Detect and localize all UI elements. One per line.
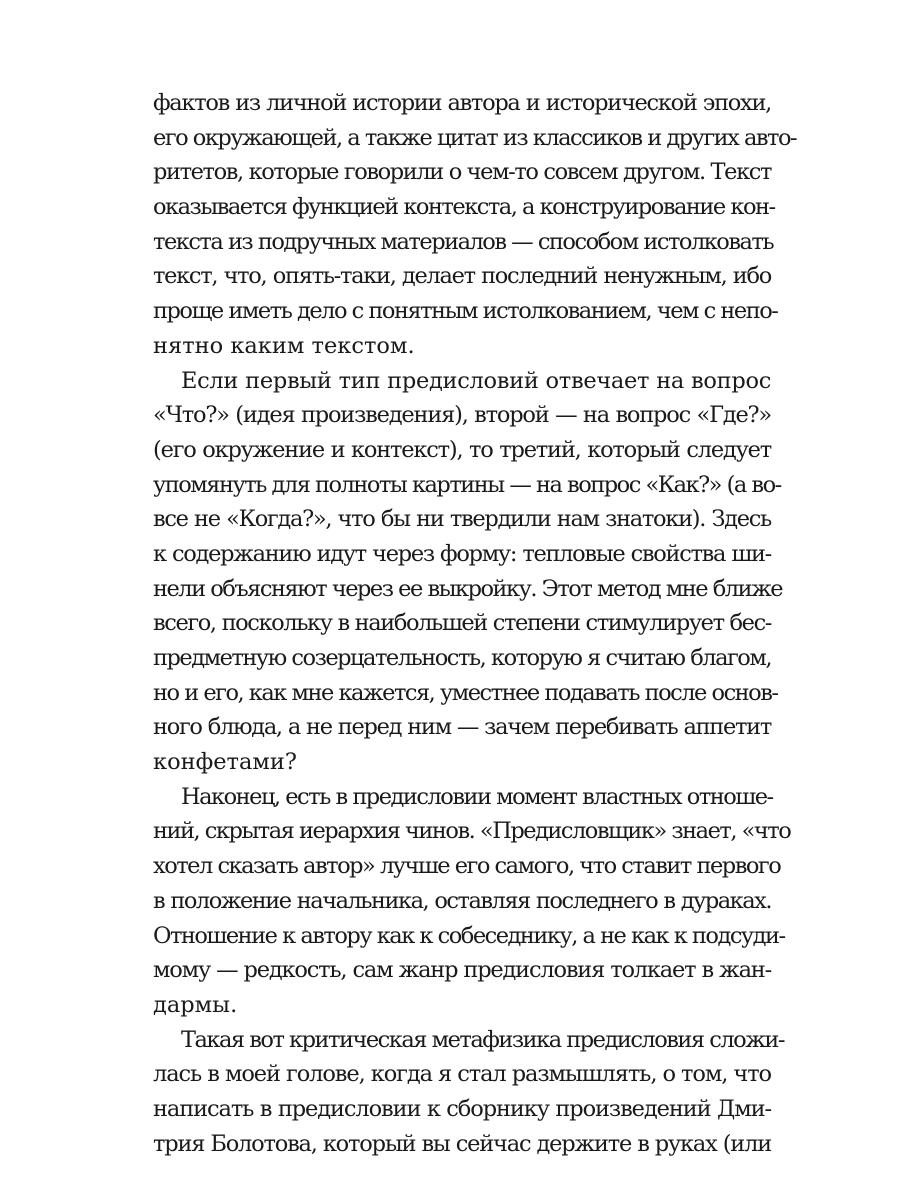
text-line: ного блюда, а не перед ним — зачем перебивать аппетит — [153, 714, 771, 741]
text-line: нели объясняют через ее выкройку. Этот метод мне ближе — [153, 575, 783, 602]
text-line: предметную созерцательность, которую я считаю благом, — [153, 645, 771, 671]
text-line: в положение начальника, оставляя последнего в дураках. — [153, 887, 771, 914]
text-line: «Что?» (идея произведения), второй — на вопрос «Где?» — [153, 402, 771, 429]
paragraph — [153, 780, 791, 1023]
text-line: фактов из личной истории автора и исторической эпохи, — [153, 90, 771, 116]
text-line: Такая вот критическая метафизика предисловия сложи- — [181, 1026, 785, 1053]
text-line: Отношение к автору как к собеседнику, а не как к подсуди- — [153, 922, 785, 949]
text-line: его окружающей, а также цитат из классиков и других авто- — [153, 124, 797, 151]
text-line: трия Болотова, который вы сейчас держите в руках (или — [153, 1130, 771, 1157]
body-text — [153, 86, 797, 1161]
text-line: текст, что, опять-таки, делает последний ненужным, ибо — [153, 263, 771, 290]
text-line: проще иметь дело с понятным истолкованием, чем с непо- — [153, 298, 778, 325]
paragraph — [153, 1023, 785, 1162]
text-line: лась в моей голове, когда я стал размышлять, о том, что — [153, 1061, 771, 1088]
paragraph — [153, 364, 783, 780]
text-line: всего, поскольку в наибольшей степени стимулирует бес- — [153, 610, 771, 637]
text-line: хотел сказать автор» лучше его самого, что ставит первого — [153, 853, 781, 880]
text-line: конфетами? — [153, 749, 297, 776]
text-line: мому — редкость, сам жанр предисловия толкает в жан- — [153, 957, 771, 984]
text-line: текста из подручных материалов — способом истолковать — [153, 228, 774, 255]
text-line: все не «Когда?», что бы ни твердили нам знатоки). Здесь — [153, 506, 771, 533]
text-line: Наконец, есть в предисловии момент властных отноше- — [181, 783, 773, 810]
text-line: нятно каким текстом. — [153, 332, 415, 359]
text-line: упомянуть для полноты картины — на вопрос «Как?» (а во- — [153, 471, 781, 498]
text-line: Если первый тип предисловий отвечает на вопрос — [181, 367, 771, 394]
text-line: дармы. — [153, 991, 238, 1018]
text-line: ритетов, которые говорили о чем-то совсем другом. Текст — [153, 159, 771, 186]
text-line: написать в предисловии к сборнику произведений Дми- — [153, 1095, 771, 1122]
text-line: но и его, как мне кажется, уместнее подавать после основ- — [153, 679, 778, 706]
text-line: (его окружение и контекст), то третий, который следует — [153, 436, 771, 463]
paragraph — [153, 86, 797, 364]
text-line: ний, скрытая иерархия чинов. «Предисловщик» знает, «что — [153, 818, 791, 845]
text-line: оказывается функцией контекста, а конструирование кон- — [153, 194, 775, 221]
text-line: к содержанию идут через форму: тепловые свойства ши- — [153, 540, 771, 567]
